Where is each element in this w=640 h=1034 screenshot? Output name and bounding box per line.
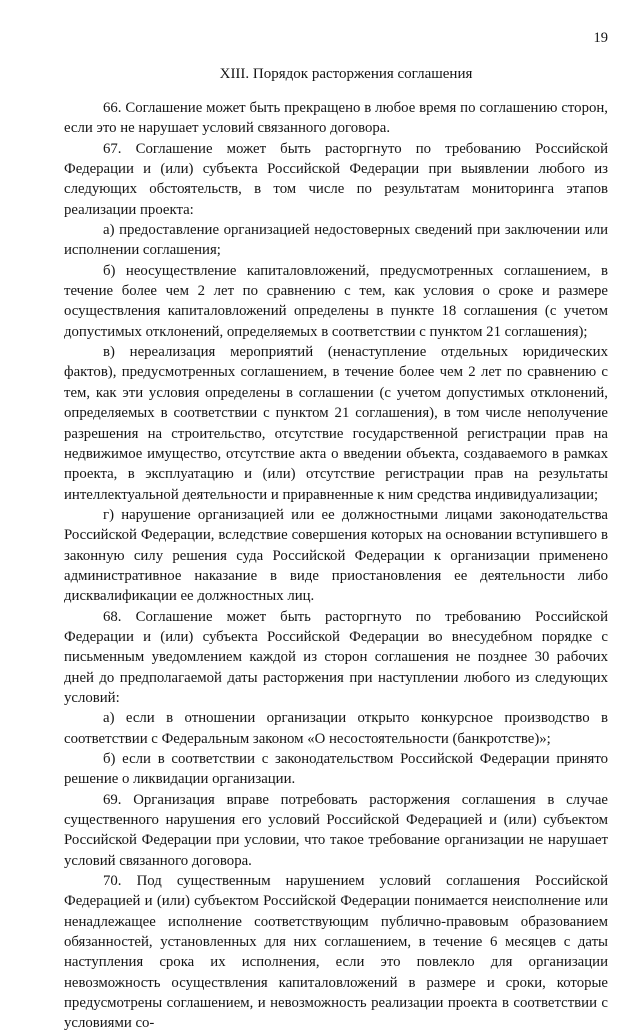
paragraph-68-b: б) если в соответствии с законодательством Российской Федерации принято решение о ликвидации организации. (64, 751, 608, 788)
page-number: 19 (593, 30, 608, 46)
paragraph-67-g: г) нарушение организацией или ее должностными лицами законодательства Российской Федерации, вследствие совершения которых на основании вступившего в законную силу решения суда Российской Федерации к организации применено административное наказание в виде приостановления ее деятельности либо дисквалификации ее должностных лиц. (64, 506, 608, 605)
paragraph-68-a: а) если в отношении организации открыто конкурсное производство в соответствии с Федеральным законом «О несостоятельности (банкротстве)»; (64, 710, 608, 747)
paragraph-67-v: в) нереализация мероприятий (ненаступление отдельных юридических фактов), предусмотренных соглашением, в течение более чем 2 лет по сравнению с тем, как эти условия определены в соглашении (с учетом допустимых отклонений, определяемых в соответствии с пунктом 21 соглашения), в том числе неполучение разрешения на строительство, отсутствие государственной регистрации прав на недвижимое имущество, отсутствие акта о введении объекта, создаваемого в рамках проекта, в эксплуатацию и (или) отсутствие регистрации прав на результаты интеллектуальной деятельности и приравненные к ним средства индивидуализации; (64, 344, 608, 503)
paragraph-70: 70. Под существенным нарушением условий соглашения Российской Федерацией и (или) субъектом Российской Федерации понимается неисполнение или ненадлежащее исполнение соответствующим публично-правовым образованием обязанностей, установленных для них соглашением, в течение 6 месяцев с даты наступления срока их исполнения, если это повлекло для организации невозможность осуществления капиталовложений в размере и сроки, которые предусмотрены соглашением, и невозможность реализации проекта в соответствии с условиями со- (64, 873, 608, 1032)
section-title: XIII. Порядок расторжения соглашения (219, 66, 473, 82)
paragraph-67-a: а) предоставление организацией недостоверных сведений при заключении или исполнении соглашения; (64, 222, 608, 259)
paragraph-66: 66. Соглашение может быть прекращено в любое время по соглашению сторон, если это не нарушает условий связанного договора. (64, 100, 608, 137)
paragraph-67-b: б) неосуществление капиталовложений, предусмотренных соглашением, в течение более чем 2 лет по сравнению с тем, как условия о сроке и размере осуществления капиталовложений определены в пункте 18 соглашения (с учетом допустимых отклонений, определяемых в соответствии с пунктом 21 соглашения); (64, 262, 608, 340)
paragraph-67: 67. Соглашение может быть расторгнуто по требованию Российской Федерации и (или) субъекта Российской Федерации при выявлении любого из следующих обстоятельств, в том числе по результатам мониторинга этапов реализации проекта: (64, 140, 608, 218)
paragraph-69: 69. Организация вправе потребовать расторжения соглашения в случае существенного нарушения его условий Российской Федерацией и (или) субъектом Российской Федерации при условии, что такое требование организации не нарушает условий связанного договора. (64, 791, 608, 869)
paragraph-68: 68. Соглашение может быть расторгнуто по требованию Российской Федерации и (или) субъекта Российской Федерации во внесудебном порядке с письменным уведомлением каждой из сторон соглашения не позднее 30 рабочих дней до предполагаемой даты расторжения при наступлении любого из следующих условий: (64, 608, 608, 706)
document-body (64, 64, 608, 1034)
